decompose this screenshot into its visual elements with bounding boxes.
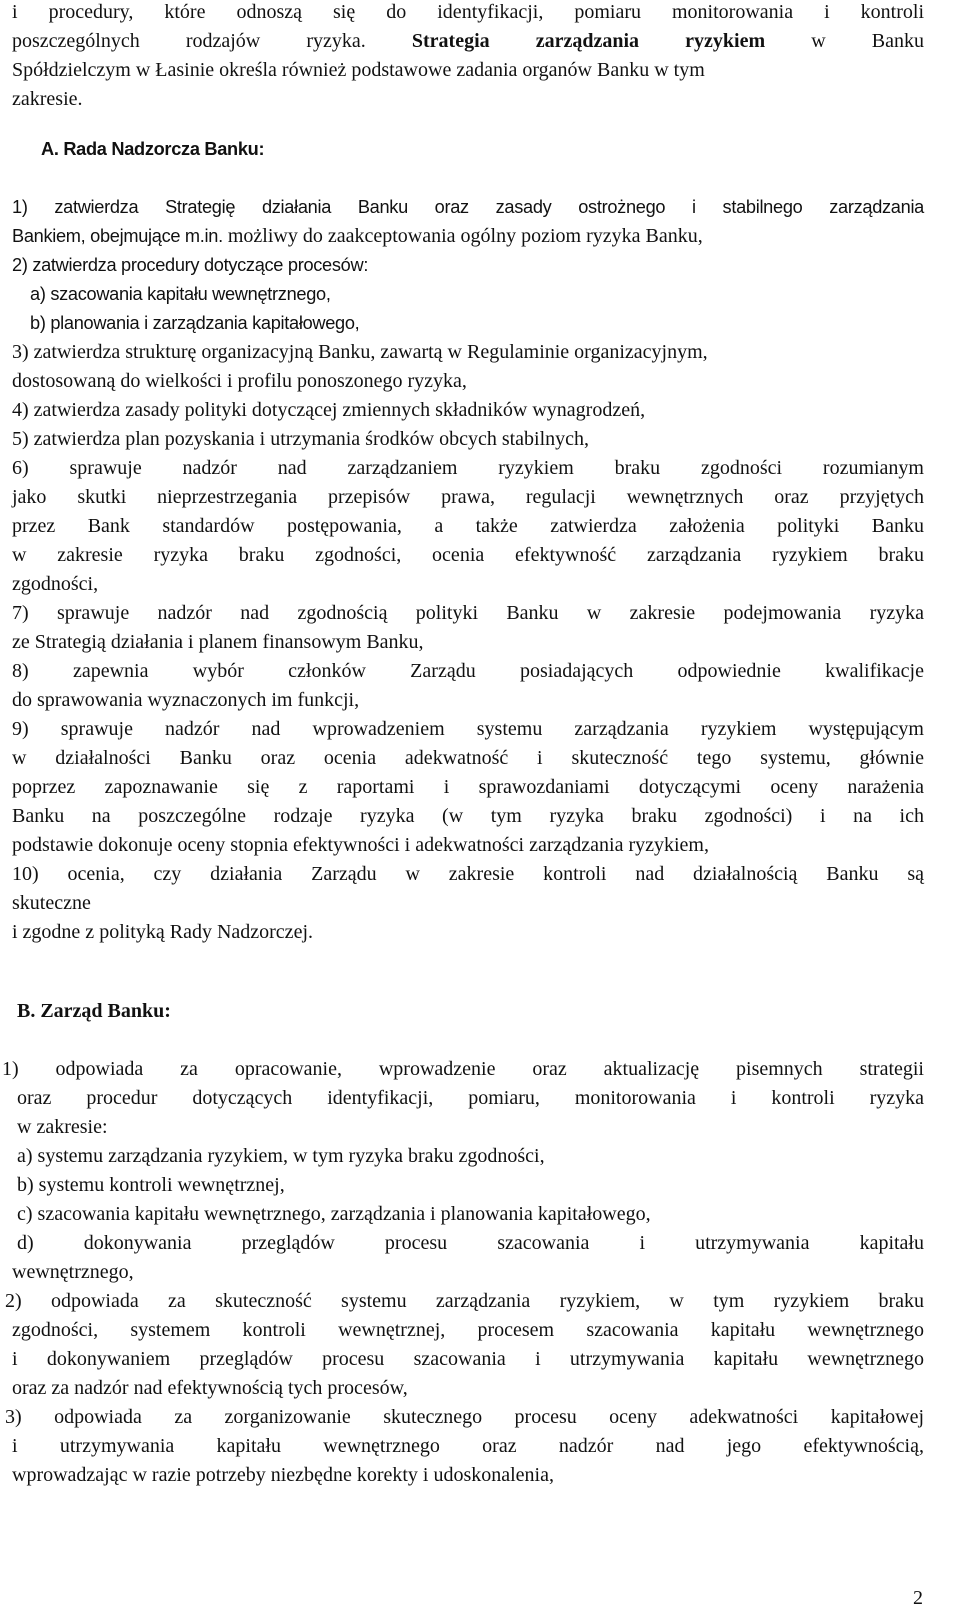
intro-line-3: Spółdzielczym w Łasinie określa również podstawowe zadania organów Banku w tym	[12, 59, 705, 81]
section-a-line: a) szacowania kapitału wewnętrznego,	[30, 284, 331, 304]
section-a-line: 10) ocenia, czy działania Zarządu w zakresie kontroli nad działalnością Banku są	[12, 863, 924, 885]
section-a-line: podstawie dokonuje oceny stopnia efektywności i adekwatności zarządzania ryzykiem,	[12, 834, 709, 856]
section-a-line	[12, 222, 924, 251]
section-a-text: możliwy do zaakceptowania ogólny poziom ryzyka Banku,	[227, 225, 703, 247]
section-b-line: wewnętrznego,	[12, 1261, 134, 1283]
section-b-line: zgodności, systemem kontroli wewnętrznej, procesem szacowania kapitału wewnętrznego	[12, 1319, 924, 1341]
section-a-line: skuteczne	[12, 892, 91, 914]
section-a-heading: A. Rada Nadzorcza Banku:	[41, 139, 265, 159]
section-a-line: poprzez zapoznawanie się z raportami i sprawozdaniami dotyczącymi oceny narażenia	[12, 776, 924, 798]
section-b-line: wprowadzając w razie potrzeby niezbędne korekty i udoskonalenia,	[12, 1464, 554, 1486]
section-a-line: 3) zatwierdza strukturę organizacyjną Banku, zawartą w Regulaminie organizacyjnym,	[12, 341, 708, 363]
section-a-line: Banku na poszczególne rodzaje ryzyka (w tym ryzyka braku zgodności) i na ich	[12, 805, 924, 827]
section-b-line: 3) odpowiada za zorganizowanie skutecznego procesu oceny adekwatności kapitałowej	[5, 1406, 924, 1428]
section-a-line: do sprawowania wyznaczonych im funkcji,	[12, 689, 360, 711]
section-a-line: przez Bank standardów postępowania, a także zatwierdza założenia polityki Banku	[12, 515, 924, 537]
intro-text: poszczególnych rodzajów ryzyka.	[12, 30, 366, 52]
intro-line-2	[12, 27, 924, 56]
intro-line-1: i procedury, które odnoszą się do identyfikacji, pomiaru monitorowania i kontroli	[12, 1, 924, 23]
section-b-line: w zakresie:	[17, 1116, 108, 1138]
section-b-line: 1) odpowiada za opracowanie, wprowadzenie oraz aktualizację pisemnych strategii	[2, 1058, 924, 1080]
intro-line-4: zakresie.	[12, 88, 83, 110]
section-a-line: ze Strategią działania i planem finansowym Banku,	[12, 631, 424, 653]
section-a-line: zgodności,	[12, 573, 99, 595]
section-a-line: 4) zatwierdza zasady polityki dotyczącej zmiennych składników wynagrodzeń,	[12, 399, 646, 421]
section-a-line: 9) sprawuje nadzór nad wprowadzeniem systemu zarządzania ryzykiem występującym	[12, 718, 924, 740]
section-a-line: w zakresie ryzyka braku zgodności, ocenia efektywność zarządzania ryzykiem braku	[12, 544, 924, 566]
section-b-line: d) dokonywania przeglądów procesu szacowania i utrzymywania kapitału	[17, 1232, 924, 1254]
section-b-line: i dokonywaniem przeglądów procesu szacowania i utrzymywania kapitału wewnętrznego	[12, 1348, 924, 1370]
section-b-line: a) systemu zarządzania ryzykiem, w tym ryzyka braku zgodności,	[17, 1145, 545, 1167]
section-b-line: 2) odpowiada za skuteczność systemu zarządzania ryzykiem, w tym ryzykiem braku	[5, 1290, 924, 1312]
section-a-line: 1) zatwierdza Strategię działania Banku oraz zasady ostrożnego i stabilnego zarządzania	[12, 197, 924, 217]
intro-text: w Banku	[811, 30, 924, 52]
section-a-line: 6) sprawuje nadzór nad zarządzaniem ryzykiem braku zgodności rozumianym	[12, 457, 924, 479]
section-a-line: 8) zapewnia wybór członków Zarządu posiadających odpowiednie kwalifikacje	[12, 660, 924, 682]
section-a-line: i zgodne z polityką Rady Nadzorczej.	[12, 921, 313, 943]
section-a-line: dostosowaną do wielkości i profilu ponoszonego ryzyka,	[12, 370, 467, 392]
section-a-line: 7) sprawuje nadzór nad zgodnością polityki Banku w zakresie podejmowania ryzyka	[12, 602, 924, 624]
section-b-line: oraz procedur dotyczących identyfikacji, pomiaru, monitorowania i kontroli ryzyka	[17, 1087, 924, 1109]
section-a-text: Bankiem, obejmujące m.in.	[12, 226, 223, 246]
section-b-line: oraz za nadzór nad efektywnością tych procesów,	[12, 1377, 408, 1399]
section-a-line: w działalności Banku oraz ocenia adekwatność i skuteczność tego systemu, głównie	[12, 747, 924, 769]
strategy-emphasis: Strategia zarządzania ryzykiem	[411, 30, 766, 52]
section-b-heading: B. Zarząd Banku:	[17, 1000, 171, 1022]
section-b-line: b) systemu kontroli wewnętrznej,	[17, 1174, 285, 1196]
section-a-line: b) planowania i zarządzania kapitałowego,	[30, 313, 360, 333]
page-number: 2	[913, 1587, 923, 1609]
section-a-line: 5) zatwierdza plan pozyskania i utrzymania środków obcych stabilnych,	[12, 428, 590, 450]
section-a-line: 2) zatwierdza procedury dotyczące procesów:	[12, 255, 369, 275]
section-b-line: c) szacowania kapitału wewnętrznego, zarządzania i planowania kapitałowego,	[17, 1203, 651, 1225]
section-a-line: jako skutki nieprzestrzegania przepisów prawa, regulacji wewnętrznych oraz przyjętych	[12, 486, 924, 508]
section-b-line: i utrzymywania kapitału wewnętrznego oraz nadzór nad jego efektywnością,	[12, 1435, 924, 1457]
